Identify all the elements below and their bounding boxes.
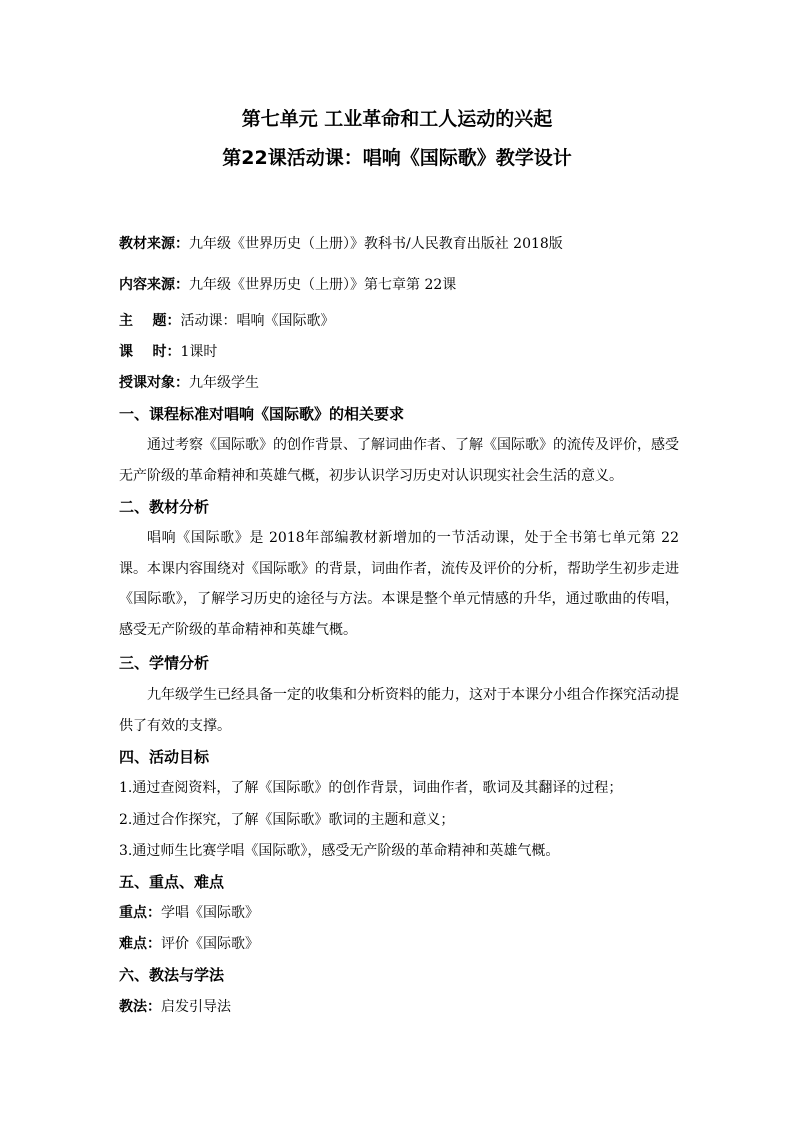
method-value: 启发引导法 <box>161 999 231 1015</box>
audience-value: 九年级学生 <box>189 375 259 391</box>
section-5-heading: 五、重点、难点 <box>119 873 225 891</box>
objective-item: 1.通过查阅资料，了解《国际歌》的创作背景，词曲作者，歌词及其翻译的过程； <box>119 780 623 796</box>
section-4-heading: 四、活动目标 <box>119 748 210 766</box>
content-source-value: 九年级《世界历史（上册）》第七章第 22课 <box>189 277 457 293</box>
textbook-source-value: 九年级《世界历史（上册）》教科书/人民教育出版社 2018版 <box>189 236 563 252</box>
hours-line <box>119 342 217 362</box>
objective-item: 3.通过师生比赛学唱《国际歌》，感受无产阶级的革命精神和英雄气概。 <box>119 843 560 859</box>
method-label: 教法： <box>119 999 161 1015</box>
hours-label: 课 时： <box>119 344 181 360</box>
content-source-label: 内容来源： <box>119 277 189 293</box>
section-3-heading: 三、学情分析 <box>119 654 210 672</box>
topic-value: 活动课：唱响《国际歌》 <box>180 313 335 329</box>
section-6-heading: 六、教法与学法 <box>119 966 225 984</box>
section-3-text: 九年级学生已经具备一定的收集和分析资料的能力，这对于本课分小组合作探究活动提供了有效的支撑。 <box>119 687 679 734</box>
key-point-label: 重点： <box>119 905 161 921</box>
lesson-title: 第22课活动课：唱响《国际歌》教学设计 <box>222 147 572 169</box>
topic-label: 主 题： <box>119 313 181 329</box>
method-line <box>119 997 231 1017</box>
section-1-text: 通过考察《国际歌》的创作背景、了解词曲作者、了解《国际歌》的流传及评价，感受无产阶级的革命精神和英雄气概，初步认识学习历史对认识现实社会生活的意义。 <box>119 437 679 484</box>
difficulty-label: 难点： <box>119 936 161 952</box>
section-2-text: 唱响《国际歌》是 2018年部编教材新增加的一节活动课，处于全书第七单元第 22课。本课内容围绕对《国际歌》的背景，词曲作者，流传及评价的分析，帮助学生初步走进《国际歌》，了解学习历史的途径与方法。本课是整个单元情感的升华，通过歌曲的传唱，感受无产阶级的革命精神和英雄气概。 <box>119 530 679 638</box>
textbook-source-label: 教材来源： <box>119 236 189 252</box>
objective-item: 2.通过合作探究，了解《国际歌》歌词的主题和意义； <box>119 812 455 828</box>
difficulty-value: 评价《国际歌》 <box>161 936 259 952</box>
textbook-source-line <box>119 234 563 254</box>
key-point-value: 学唱《国际歌》 <box>161 905 259 921</box>
section-1-heading: 一、课程标准对唱响《国际歌》的相关要求 <box>119 405 405 423</box>
audience-line <box>119 373 259 393</box>
difficulty-line <box>119 934 259 954</box>
section-2-heading: 二、教材分析 <box>119 498 210 516</box>
audience-label: 授课对象： <box>119 375 189 391</box>
hours-value: 1课时 <box>180 344 218 360</box>
unit-title: 第七单元 工业革命和工人运动的兴起 <box>241 108 553 130</box>
key-point-line <box>119 903 259 923</box>
topic-line <box>119 311 335 331</box>
content-source-line <box>119 275 456 295</box>
